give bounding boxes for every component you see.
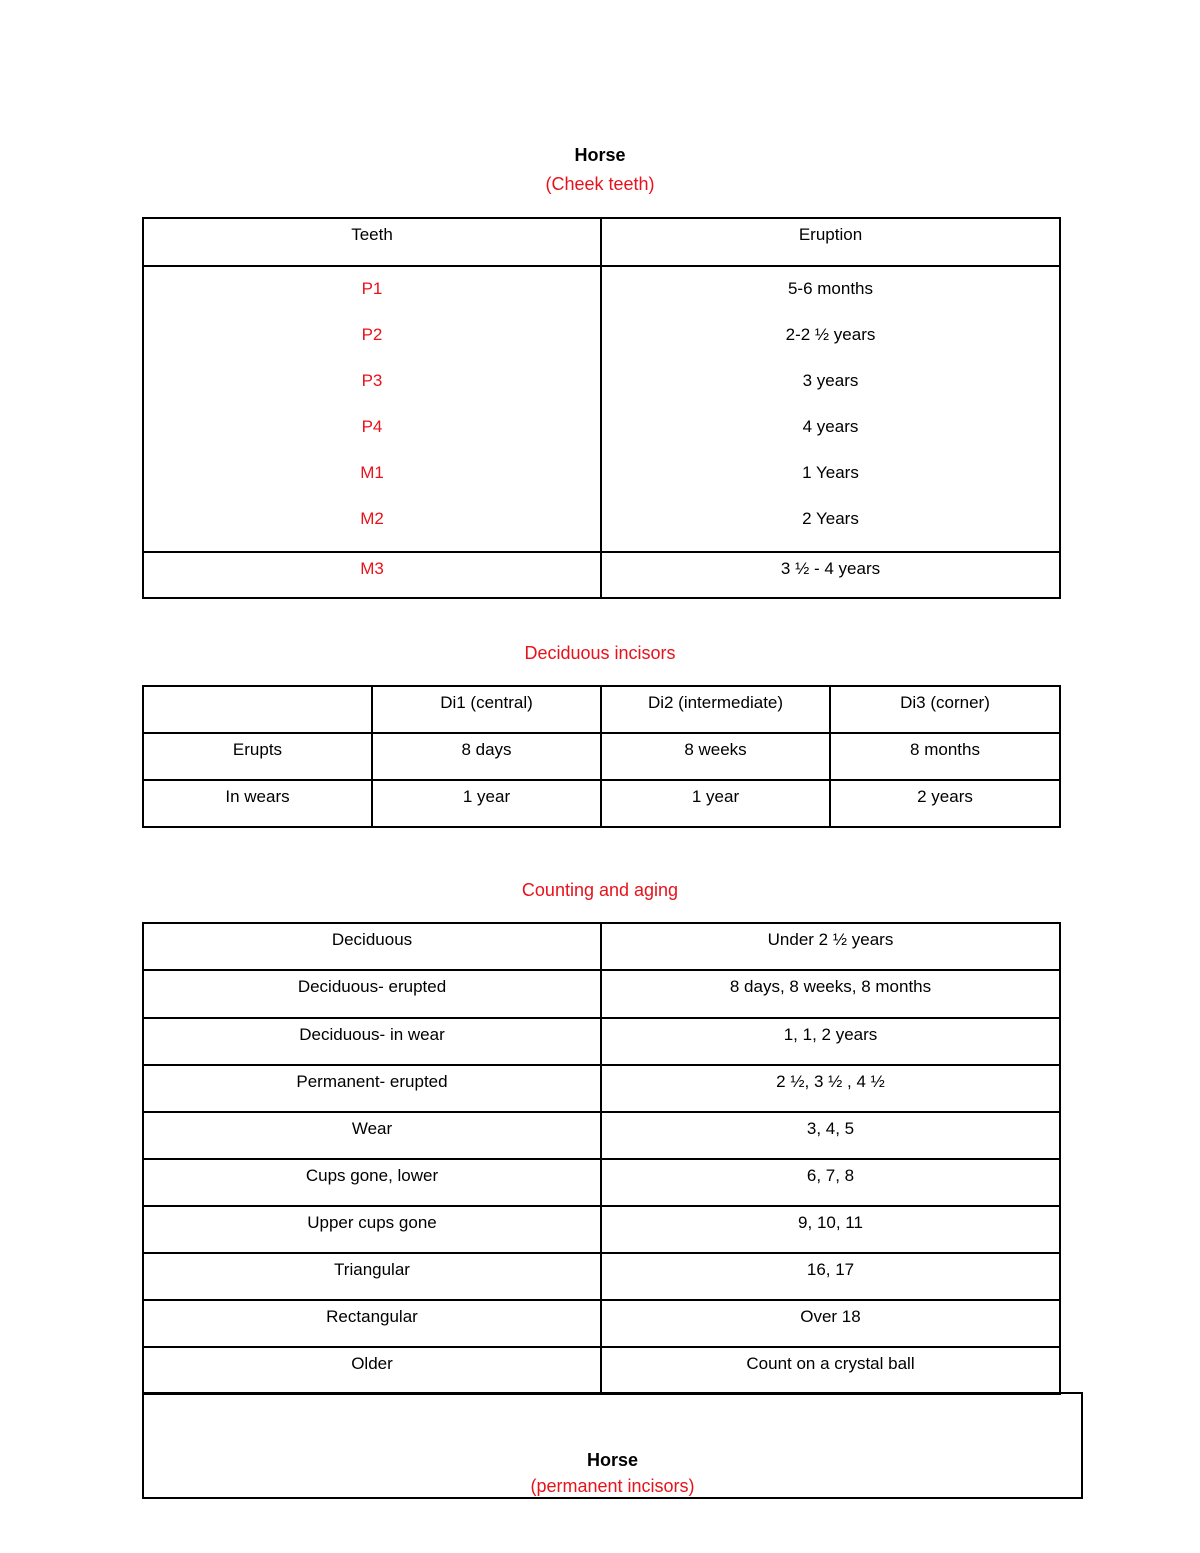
table-cell: 8 days, 8 weeks, 8 months — [601, 970, 1060, 1018]
tooth-label: M3 — [143, 552, 601, 598]
row-label: Wear — [143, 1112, 601, 1159]
table-row — [143, 552, 1060, 598]
header-cell-di2: Di2 (intermediate) — [601, 686, 830, 733]
row-label: Upper cups gone — [143, 1206, 601, 1253]
tooth-label: P2 — [361, 325, 383, 344]
cheek-teeth-table — [142, 217, 1061, 599]
row-label: Deciduous- erupted — [143, 970, 601, 1018]
eruption-value: 1 Years — [802, 463, 859, 482]
page-subtitle: (Cheek teeth) — [545, 174, 655, 194]
header-cell-teeth: Teeth — [143, 218, 601, 266]
tooth-label: M1 — [360, 463, 384, 482]
table-cell: 8 months — [830, 733, 1060, 780]
table-row — [143, 1253, 1060, 1300]
table-cell: 3, 4, 5 — [601, 1112, 1060, 1159]
table-cell: Under 2 ½ years — [601, 923, 1060, 970]
table-row — [143, 1112, 1060, 1159]
table-row — [143, 733, 1060, 780]
table-cell: Count on a crystal ball — [601, 1347, 1060, 1394]
table-cell: 1, 1, 2 years — [601, 1018, 1060, 1065]
header-cell-eruption: Eruption — [601, 218, 1060, 266]
table-cell: 9, 10, 11 — [601, 1206, 1060, 1253]
row-label: In wears — [143, 780, 372, 827]
eruption-value: 3 ½ - 4 years — [601, 552, 1060, 598]
tooth-label: P1 — [361, 279, 383, 298]
table-cell: 8 days — [372, 733, 601, 780]
eruption-value: 5-6 months — [787, 279, 874, 298]
header-cell-empty — [143, 686, 372, 733]
row-label: Rectangular — [143, 1300, 601, 1347]
table-row — [143, 1206, 1060, 1253]
table-cell: 1 year — [372, 780, 601, 827]
table-header-row — [143, 218, 1060, 266]
table-row — [143, 780, 1060, 827]
eruption-value: 3 years — [802, 371, 859, 390]
row-label: Cups gone, lower — [143, 1159, 601, 1206]
eruption-value: 2-2 ½ years — [785, 325, 876, 344]
permanent-incisors-box — [142, 1392, 1083, 1499]
section-subtitle: (permanent incisors) — [530, 1476, 695, 1496]
eruption-value: 4 years — [802, 417, 859, 436]
tooth-label: M2 — [360, 509, 384, 528]
table-cell: 2 years — [830, 780, 1060, 827]
table-header-row — [143, 686, 1060, 733]
page-title: Horse — [574, 145, 626, 165]
table-cell: 2 ½, 3 ½ , 4 ½ — [601, 1065, 1060, 1112]
row-label: Deciduous- in wear — [143, 1018, 601, 1065]
table-cell: 6, 7, 8 — [601, 1159, 1060, 1206]
deciduous-incisors-table — [142, 685, 1061, 828]
row-label: Older — [143, 1347, 601, 1394]
section-heading-deciduous: Deciduous incisors — [524, 643, 676, 663]
row-label: Erupts — [143, 733, 372, 780]
row-label: Deciduous — [143, 923, 601, 970]
eruption-column — [601, 266, 1060, 552]
table-cell: Over 18 — [601, 1300, 1060, 1347]
table-cell: 1 year — [601, 780, 830, 827]
table-row — [143, 1018, 1060, 1065]
section-title: Horse — [586, 1450, 639, 1470]
table-row — [143, 970, 1060, 1018]
tooth-label: P3 — [361, 371, 383, 390]
eruption-value: 2 Years — [802, 509, 859, 528]
row-label: Permanent- erupted — [143, 1065, 601, 1112]
table-body-row — [143, 266, 1060, 552]
counting-aging-table — [142, 922, 1061, 1395]
header-cell-di3: Di3 (corner) — [830, 686, 1060, 733]
row-label: Triangular — [143, 1253, 601, 1300]
table-row — [143, 923, 1060, 970]
table-row — [143, 1300, 1060, 1347]
table-row — [143, 1065, 1060, 1112]
tooth-label: P4 — [361, 417, 383, 436]
table-cell: 8 weeks — [601, 733, 830, 780]
table-cell: 16, 17 — [601, 1253, 1060, 1300]
section-heading-counting: Counting and aging — [521, 880, 679, 900]
table-row — [143, 1159, 1060, 1206]
header-cell-di1: Di1 (central) — [372, 686, 601, 733]
teeth-column — [143, 266, 601, 552]
table-row — [143, 1347, 1060, 1394]
